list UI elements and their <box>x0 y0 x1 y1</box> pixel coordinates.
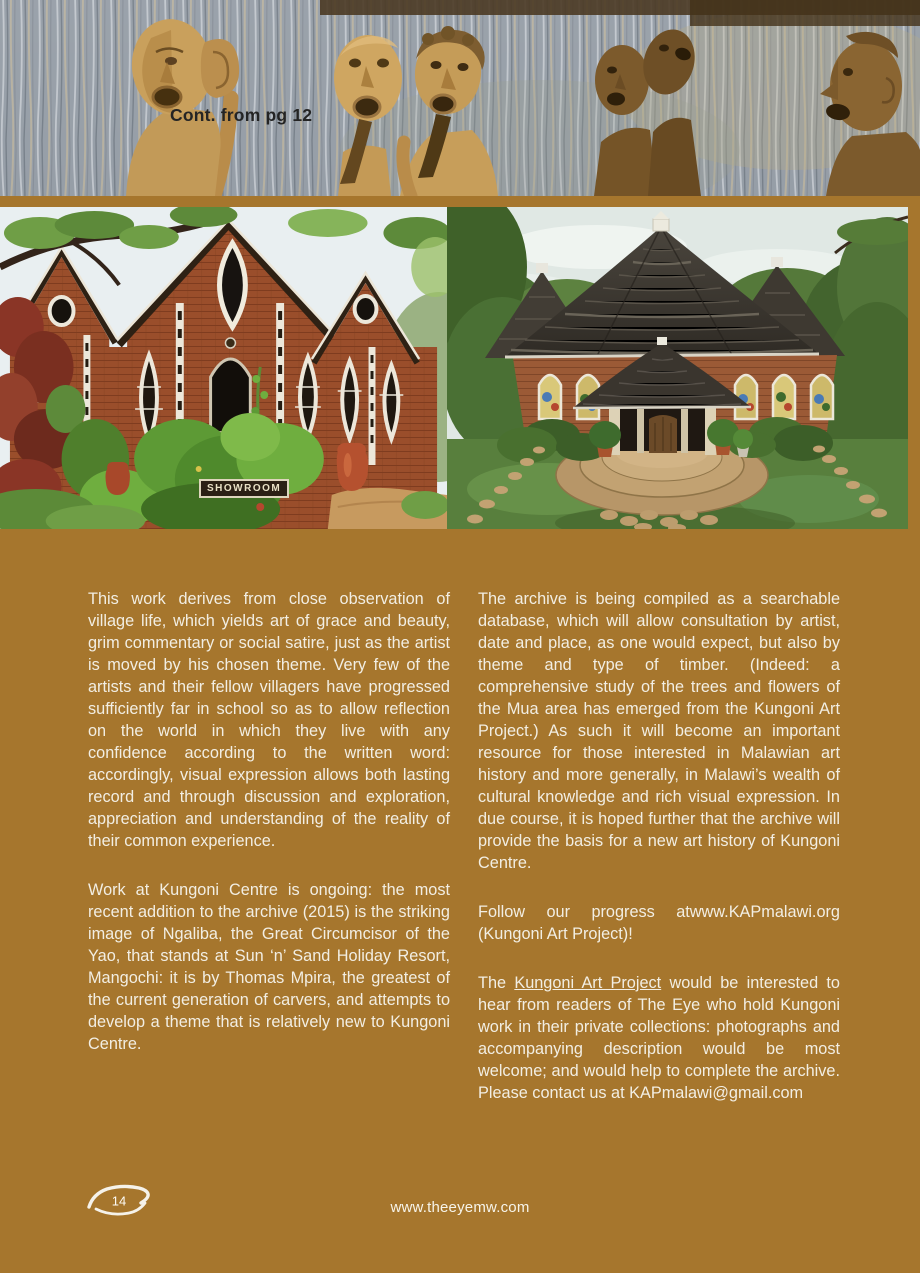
carvings-photo <box>0 0 920 196</box>
kungoni-art-project-link[interactable]: Kungoni Art Project <box>514 974 662 992</box>
showroom-sign: SHOWROOM <box>199 479 289 498</box>
article-column-left <box>88 588 450 1082</box>
article-paragraph: Work at Kungoni Centre is ongoing: the most recent addition to the archive (2015) is the striking image of Ngaliba, the Great Circumcisor of the Yao, that stands at Sun ‘n’ Sand Holiday Resort, Mangochi: it is by Thomas Mpira, the greatest of the current generation of carvers, and attempts to develop a theme that is relatively new to Kungoni Centre. <box>88 881 450 1053</box>
oval-window-right <box>355 296 377 322</box>
showroom-photo <box>0 207 447 529</box>
terracotta-urn <box>337 443 368 491</box>
article-paragraph: This work derives from close observation of village life, which yields art of grace and beauty, grim commentary or social satire, just as the artist is moved by his chosen theme. Very few of the artists and their fellow villagers have progressed sufficiently far in school so as to allow reflection on the world in which they live with any confidence according to the written word: accordingly, visual expression allows both lasting record and through discussion and exploration, appreciation and understanding of the reality of their common experience. <box>88 590 450 850</box>
paragraph-text: The <box>478 974 515 992</box>
article-column-right <box>478 588 840 1131</box>
website-url: www.theeyemw.com <box>390 1199 530 1216</box>
article-paragraph: The archive is being compiled as a searchable database, which will allow consultation by artist, date and place, as one would expect, but also by theme and type of timber. (Indeed: a comprehensive study of the trees and flowers of the Mua area has emerged from the Kungoni Art Project.) As such it will become an important resource for those interested in Malawian art history and more generally, in Malawi’s wealth of cultural knowledge and rich visual expression. In due course, it is hoped further that the archive will provide the basis for a new art history of Kungoni Centre. <box>478 590 840 872</box>
chapel-photo <box>447 207 908 529</box>
oval-window-left <box>50 297 74 325</box>
chapel-photo-art <box>447 207 908 529</box>
continued-from-note: Cont. from pg 12 <box>170 105 313 125</box>
paragraph-text: would be interested to hear from readers of The Eye who hold Kungoni work in their private collections: photographs and accompanying description would be most welcome; and would help to complete the archive. Please contact us at KAPmalawi@gmail.com <box>478 974 840 1102</box>
article-paragraph <box>478 972 840 1104</box>
vesica-window <box>220 243 246 327</box>
article-paragraph: Follow our progress atwww.KAPmalawi.org (Kungoni Art Project)! <box>478 903 840 943</box>
page-number: 14 <box>111 1193 127 1209</box>
carvings-photo-art <box>0 0 920 196</box>
